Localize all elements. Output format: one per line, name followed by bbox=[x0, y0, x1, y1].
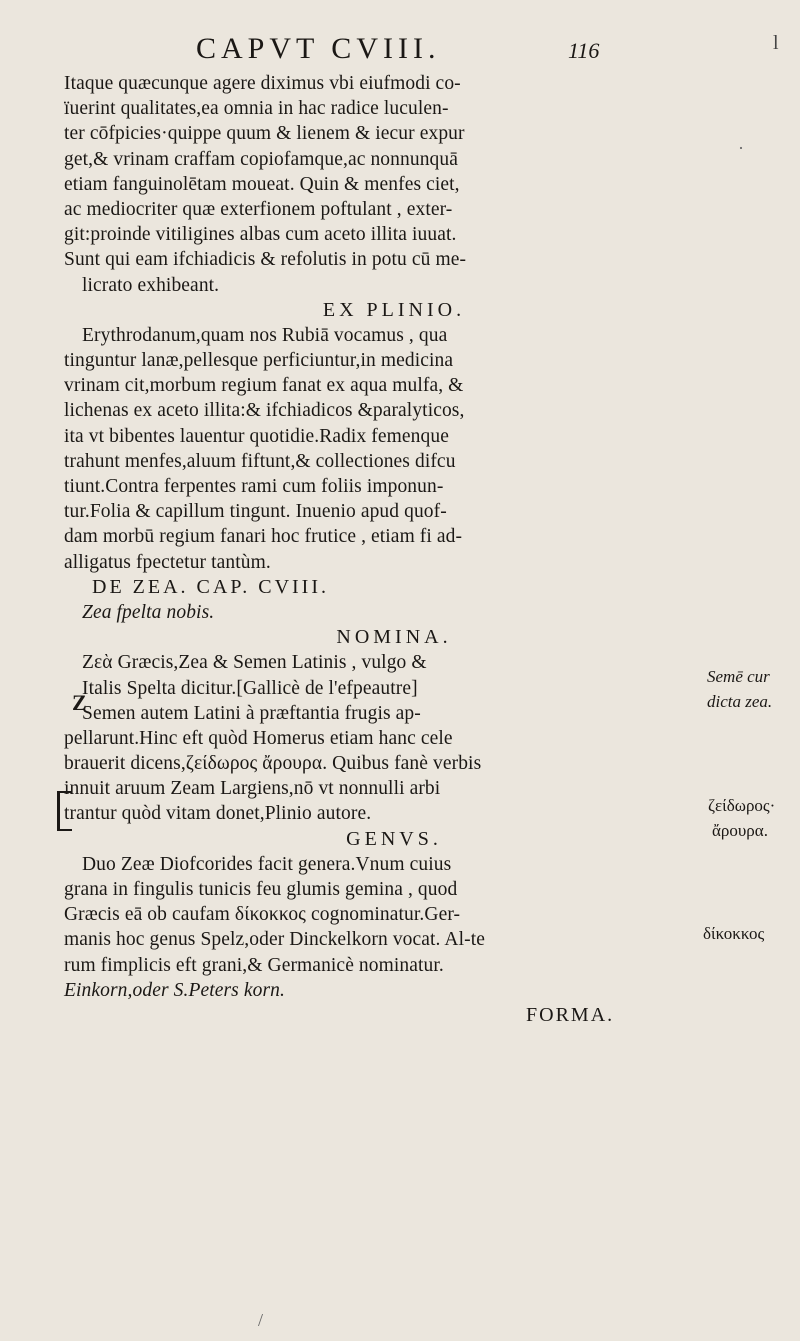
text-line: lichenas ex aceto illita:& ifchiadicos &paralyticos, bbox=[64, 400, 465, 422]
text-line: get,& vrinam craffam copiofamque,ac nonnunquā bbox=[64, 148, 458, 170]
margin-letter: Z bbox=[72, 690, 87, 715]
running-header bbox=[0, 30, 800, 66]
text-line: ita vt bibentes lauentur quotidie.Radix femenque bbox=[64, 425, 449, 447]
text-line: Italis Spelta dicitur.[Gallicè de l'efpeautre] bbox=[82, 677, 418, 699]
section-heading: GENVS. bbox=[346, 827, 442, 850]
text-line: tur.Folia & capillum tingunt. Inuenio apud quof- bbox=[64, 501, 447, 523]
text-line: licrato exhibeant. bbox=[82, 274, 220, 296]
stray-slash: / bbox=[258, 1310, 264, 1330]
subtitle: Zea fpelta nobis. bbox=[82, 601, 215, 623]
section-heading: NOMINA. bbox=[336, 626, 452, 649]
text-line: Duo Zeæ Diofcorides facit genera.Vnum cuius bbox=[82, 853, 452, 875]
text-line: tiunt.Contra ferpentes rami cum foliis imponun- bbox=[64, 476, 444, 497]
text-line: dam morbū regium fanari hoc frutice , etiam fi ad- bbox=[64, 526, 463, 548]
text-line: git:proinde vitiligines albas cum aceto illita iuuat. bbox=[64, 224, 457, 246]
chapter-heading: DE ZEA. CAP. CVIII. bbox=[92, 575, 329, 598]
text-line: Itaque quæcunque agere diximus vbi eiufmodi co- bbox=[64, 73, 461, 94]
margin-note: dicta zea. bbox=[707, 692, 773, 711]
text-line: ac mediocriter quæ exterfionem poftulant , exter- bbox=[64, 198, 453, 220]
text-line: Erythrodanum,quam nos Rubiā vocamus , qua bbox=[82, 324, 448, 346]
margin-note: δίκοκκος bbox=[703, 924, 765, 943]
text-line: rum fimplicis eft grani,& Germanicè nominatur. bbox=[64, 954, 444, 976]
text-line: Sunt qui eam ifchiadicis & refolutis in potu cū me- bbox=[64, 249, 467, 271]
bracket-mark bbox=[57, 791, 72, 831]
text-line: innuit aruum Zeam Largiens,nō vt nonnulli arbi bbox=[64, 778, 441, 800]
text-line: Ζεὰ Græcis,Zea & Semen Latinis , vulgo & bbox=[82, 652, 427, 674]
page-number: 116 bbox=[568, 38, 600, 63]
text-line: Semen autem Latini à præftantia frugis ap- bbox=[82, 702, 421, 724]
text-line: alligatus fpectetur tantùm. bbox=[64, 551, 271, 573]
margin-note: ζείδωρος· bbox=[708, 796, 776, 815]
margin-note: Semē cur bbox=[707, 667, 770, 686]
text-line: etiam fanguinolētam moueat. Quin & menfes ciet, bbox=[64, 173, 460, 195]
text-line: tinguntur lanæ,pellesque perficiuntur,in medicina bbox=[64, 350, 454, 372]
text-line: trahunt menfes,aluum fiftunt,& collectiones difcu bbox=[64, 450, 456, 472]
text-line: grana in fingulis tunicis feu glumis gemina , quod bbox=[64, 879, 458, 900]
body-text bbox=[64, 71, 764, 1028]
margin-note: ἄρουρα. bbox=[712, 821, 768, 840]
text-line: ter cōfpicies·quippe quum & lienem & iecur expur bbox=[64, 123, 465, 145]
text-line: ïuerint qualitates,ea omnia in hac radice luculen- bbox=[64, 98, 449, 120]
text-line: Græcis eā ob caufam δίκοκκος cognominatur.Ger- bbox=[64, 904, 461, 926]
corner-mark: l bbox=[773, 32, 779, 54]
text-line: manis hoc genus Spelz,oder Dinckelkorn vocat. Al-te bbox=[64, 929, 485, 951]
text-line: trantur quòd vitam donet,Plinio autore. bbox=[64, 803, 372, 825]
text-line: vrinam cit,morbum regium fanat ex aqua mulfa, & bbox=[64, 375, 464, 397]
section-heading: EX PLINIO. bbox=[322, 298, 466, 321]
chapter-title: CAPVT CVIII. bbox=[196, 32, 441, 65]
text-line: brauerit dicens,ζείδωρος ἄρουρα. Quibus fanè verbis bbox=[64, 753, 482, 775]
stray-dot: · bbox=[738, 138, 744, 158]
text-line: pellarunt.Hinc eft quòd Homerus etiam hanc cele bbox=[64, 727, 453, 749]
text-line: Einkorn,oder S.Peters korn. bbox=[64, 979, 285, 1001]
section-heading: FORMA. bbox=[526, 1003, 615, 1026]
